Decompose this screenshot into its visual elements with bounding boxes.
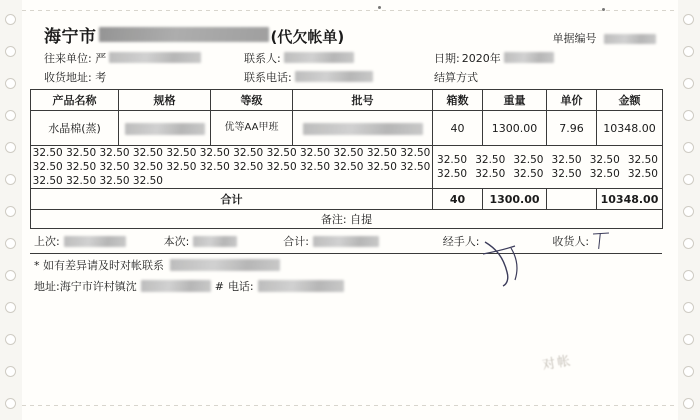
weight-detail-value: 32.50 (589, 154, 620, 166)
tractor-feed-strip-left (0, 0, 23, 420)
field-settlement: 结算方式 (434, 70, 478, 84)
col-header-weight: 重量 (483, 90, 547, 111)
weight-detail-value: 32.50 (513, 154, 544, 166)
weight-detail-value: 32.50 (66, 147, 97, 159)
col-header-name: 产品名称 (31, 90, 119, 111)
weight-detail-value: 32.50 (366, 147, 397, 159)
weight-detail-value: 32.50 (32, 147, 63, 159)
weight-detail-grid-left (31, 146, 433, 189)
weight-detail-value: 32.50 (32, 161, 63, 173)
col-header-batch: 批号 (293, 90, 433, 111)
redacted-current-amount (193, 236, 237, 247)
redacted-total-balance (313, 236, 379, 247)
note-row (30, 254, 662, 276)
info-row-1 (30, 48, 662, 67)
feed-hole (683, 110, 694, 121)
note-text: * 如有差异请及时对帐联系 (34, 259, 164, 272)
redacted-address-phone (258, 280, 344, 292)
feed-hole (5, 110, 16, 121)
feed-hole (5, 366, 16, 377)
redacted-batch (303, 123, 423, 135)
items-table (30, 89, 663, 229)
weight-detail-value: 32.50 (333, 147, 364, 159)
phone-label: 电话: (227, 280, 254, 293)
field-receiver: 收货人: (552, 231, 662, 251)
header-fields (553, 30, 663, 46)
weight-detail-value: 32.50 (132, 147, 163, 159)
total-price-blank (547, 189, 597, 210)
cell-batch (293, 111, 433, 146)
col-header-spec: 规格 (119, 90, 211, 111)
col-header-price: 单价 (547, 90, 597, 111)
weight-detail-value: 32.50 (475, 154, 506, 166)
redacted-note-contact (170, 259, 280, 271)
total-amount: 10348.00 (597, 189, 663, 210)
weight-detail-value: 32.50 (366, 161, 397, 173)
feed-hole (5, 302, 16, 313)
feed-hole (5, 398, 16, 409)
weight-detail-value: 32.50 (475, 168, 506, 180)
weight-detail-values (31, 146, 432, 188)
address-label: 地址:海宁市许村镇沈 (34, 280, 137, 293)
feed-hole (683, 14, 694, 25)
feed-hole (5, 78, 16, 89)
remark-label: 备注: 自提 (31, 210, 663, 229)
cell-price: 7.96 (547, 111, 597, 146)
col-header-grade: 等级 (211, 90, 293, 111)
field-current-amount: 本次: (164, 233, 284, 249)
col-header-amount: 金额 (597, 90, 663, 111)
weight-detail-value: 32.50 (266, 147, 297, 159)
field-previous-balance: 上次: (34, 233, 164, 249)
weight-detail-grid-right (433, 146, 663, 189)
redacted-previous-balance (64, 236, 126, 247)
cell-amount: 10348.00 (597, 111, 663, 146)
title-suffix: (代欠帐单) (270, 28, 345, 46)
weight-detail-value: 32.50 (166, 147, 197, 159)
feed-hole (683, 334, 694, 345)
total-row (31, 189, 663, 210)
weight-detail-value: 32.50 (99, 175, 130, 187)
redacted-company-name (99, 27, 269, 42)
col-header-cases: 箱数 (433, 90, 483, 111)
weight-detail-value: 32.50 (233, 161, 264, 173)
weight-detail-value: 32.50 (333, 161, 364, 173)
feed-hole (683, 142, 694, 153)
weight-detail-value: 32.50 (32, 175, 63, 187)
feed-hole (683, 270, 694, 281)
field-contact-phone: 联系电话: (244, 69, 434, 85)
redacted-spec (125, 123, 205, 135)
feed-hole (5, 238, 16, 249)
total-weight: 1300.00 (483, 189, 547, 210)
table-row (31, 111, 663, 146)
perforation-bottom (22, 405, 678, 406)
redacted-address (141, 280, 211, 292)
feed-hole (5, 334, 16, 345)
weight-detail-value: 32.50 (300, 161, 331, 173)
feed-hole (683, 366, 694, 377)
address-row (30, 276, 662, 296)
weight-detail-value: 32.50 (589, 168, 620, 180)
weight-detail-value: 32.50 (627, 154, 658, 166)
tractor-feed-strip-right (677, 0, 700, 420)
weight-detail-value: 32.50 (66, 175, 97, 187)
cell-product-name: 水晶棉(蒸) (31, 111, 119, 146)
feed-hole (683, 302, 694, 313)
feed-hole (683, 206, 694, 217)
feed-hole (5, 174, 16, 185)
weight-detail-value: 32.50 (437, 154, 468, 166)
cell-spec (119, 111, 211, 146)
receiver-signature (589, 231, 615, 251)
perforation-top (22, 10, 678, 11)
feed-hole (683, 398, 694, 409)
weight-detail-value: 32.50 (400, 147, 431, 159)
feed-hole (5, 206, 16, 217)
total-cases: 40 (433, 189, 483, 210)
weight-detail-value: 32.50 (551, 154, 582, 166)
hash-mark: # (214, 279, 224, 293)
weight-detail-value: 32.50 (199, 161, 230, 173)
weight-detail-value: 32.50 (132, 161, 163, 173)
cell-cases: 40 (433, 111, 483, 146)
redacted-counterparty (109, 52, 201, 63)
feed-hole (683, 238, 694, 249)
redacted-phone (295, 71, 373, 82)
weight-detail-value: 32.50 (99, 161, 130, 173)
paper-speck (602, 8, 605, 11)
paper-speck (378, 6, 381, 9)
weight-detail-value: 32.50 (551, 168, 582, 180)
page-title: 海宁市 (44, 27, 97, 47)
weight-detail-value: 32.50 (513, 168, 544, 180)
field-doc-number: 单据编号 (553, 30, 657, 46)
redacted-contact-person (284, 52, 354, 63)
table-header-row (31, 90, 663, 111)
field-handler: 经手人: (442, 235, 480, 248)
cell-weight: 1300.00 (483, 111, 547, 146)
feed-hole (5, 142, 16, 153)
feed-hole (5, 270, 16, 281)
feed-hole (683, 46, 694, 57)
cell-grade: 优等AA甲班 (211, 111, 293, 146)
weight-detail-row (31, 146, 663, 189)
total-label: 合计 (31, 189, 433, 210)
feed-hole (683, 174, 694, 185)
field-total-balance: 合计: (283, 233, 442, 249)
footer-fields-row (30, 229, 662, 254)
weight-detail-value: 32.50 (627, 168, 658, 180)
paper-area (22, 0, 678, 420)
feed-hole (683, 78, 694, 89)
weight-detail-value: 32.50 (300, 147, 331, 159)
weight-detail-value: 32.50 (166, 161, 197, 173)
watermark-text: 对帐 (541, 353, 574, 374)
remark-row (31, 210, 663, 229)
weight-detail-value: 32.50 (437, 168, 468, 180)
field-contact-person: 联系人: (244, 50, 434, 66)
weight-detail-value: 32.50 (199, 147, 230, 159)
feed-hole (5, 46, 16, 57)
redacted-date (504, 52, 554, 63)
invoice-form (30, 22, 662, 296)
redacted-doc-number (604, 34, 656, 44)
field-date: 日期: 2020年 (434, 50, 594, 66)
info-row-2 (30, 67, 662, 86)
field-counterparty: 往来单位: 严 (44, 50, 244, 66)
feed-hole (5, 14, 16, 25)
weight-detail-value: 32.50 (400, 161, 431, 173)
title-row (30, 22, 662, 48)
weight-detail-value: 32.50 (99, 147, 130, 159)
weight-detail-value: 32.50 (66, 161, 97, 173)
weight-detail-value: 32.50 (132, 175, 163, 187)
field-ship-address: 收货地址: 考 (44, 70, 107, 84)
weight-detail-value: 32.50 (266, 161, 297, 173)
weight-detail-value: 32.50 (233, 147, 264, 159)
